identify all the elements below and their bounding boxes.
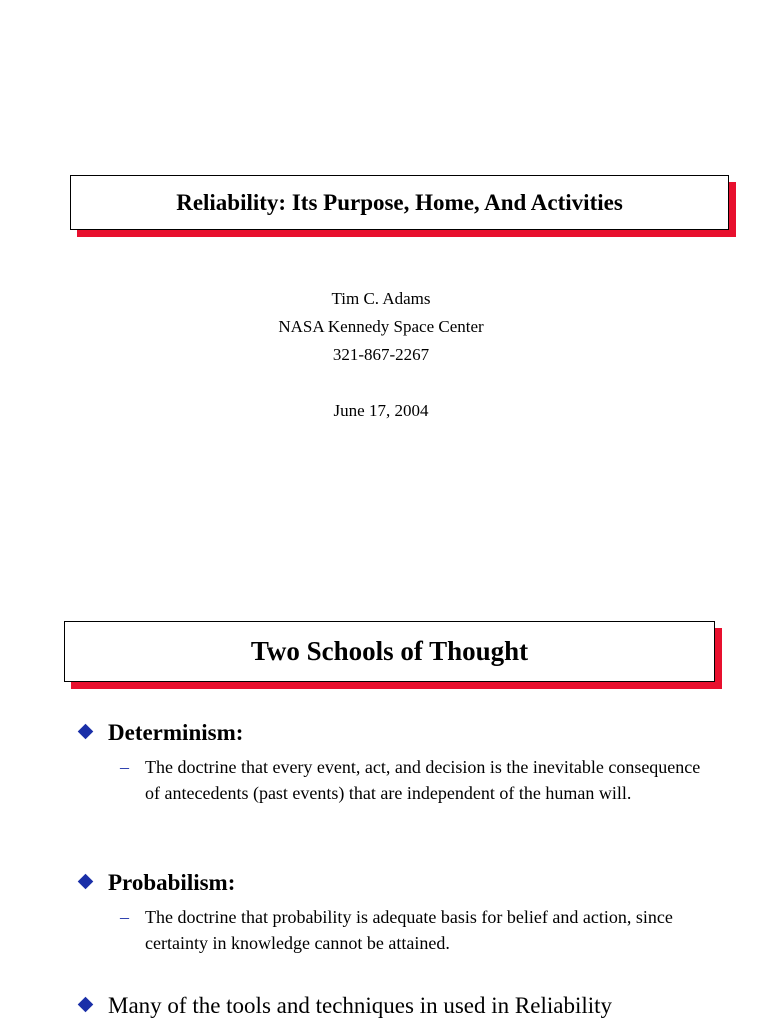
bullet-determinism bbox=[80, 720, 243, 746]
sub-bullet-text: The doctrine that every event, act, and decision is the inevitable consequence of antecedents (past events) that are independent of the human will. bbox=[145, 757, 701, 803]
slide1-title-text: Reliability: Its Purpose, Home, And Activities bbox=[176, 189, 623, 215]
diamond-bullet-icon bbox=[78, 874, 94, 890]
slide2-title-text: Two Schools of Thought bbox=[250, 636, 529, 666]
slide1-title bbox=[70, 175, 729, 230]
sub-bullet-determinism bbox=[120, 754, 710, 806]
dash-bullet-icon: – bbox=[120, 907, 129, 927]
author-organization: NASA Kennedy Space Center bbox=[278, 317, 484, 336]
presentation-date: June 17, 2004 bbox=[333, 401, 429, 420]
bullet-heading: Probabilism: bbox=[108, 870, 236, 895]
bullet-heading: Determinism: bbox=[108, 720, 244, 745]
bullet-text: Many of the tools and techniques in used in Reliability bbox=[108, 993, 613, 1018]
author-name: Tim C. Adams bbox=[331, 289, 431, 308]
diamond-bullet-icon bbox=[78, 724, 94, 740]
sub-bullet-text: The doctrine that probability is adequate basis for belief and action, since certainty in knowledge cannot be attained. bbox=[145, 907, 673, 953]
slide2-title bbox=[64, 621, 715, 682]
author-phone: 321-867-2267 bbox=[332, 345, 430, 364]
bullet-probabilism bbox=[80, 870, 235, 896]
dash-bullet-icon: – bbox=[120, 757, 129, 777]
bullet-tools bbox=[80, 993, 612, 1019]
diamond-bullet-icon bbox=[78, 997, 94, 1013]
sub-bullet-probabilism bbox=[120, 904, 710, 956]
